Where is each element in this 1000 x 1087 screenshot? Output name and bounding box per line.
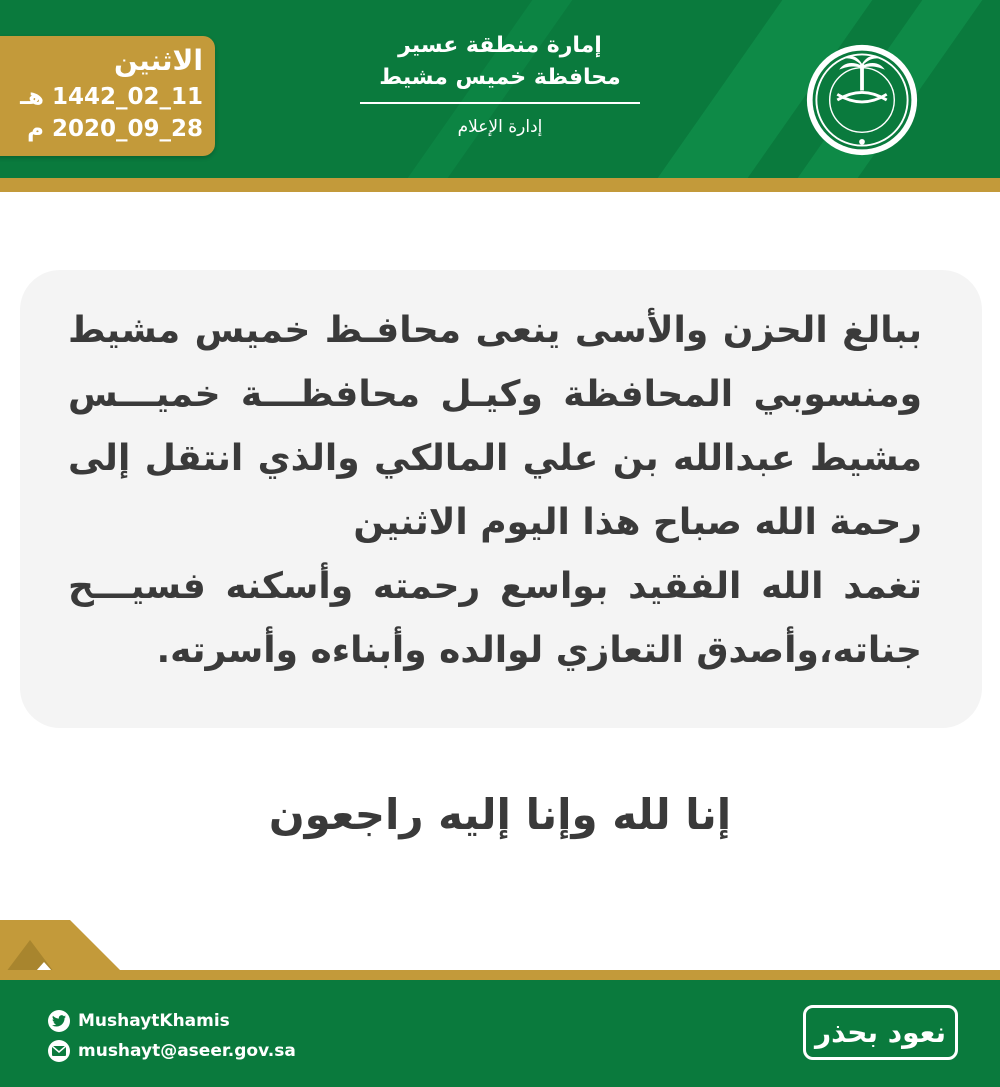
twitter-contact[interactable] (48, 1010, 230, 1032)
slogan-text: نعود بحذر (815, 1016, 946, 1049)
twitter-handle: MushaytKhamis (78, 1011, 230, 1031)
closing-verse: إنا لله وإنا إليه راجعون (268, 790, 732, 839)
email-address: mushayt@aseer.gov.sa (78, 1041, 296, 1061)
governorate-title: محافظة خميس مشيط (379, 65, 621, 90)
announcement-line: جناته،وأصدق التعازي لوالده وأبناءه وأسرته. (156, 630, 922, 671)
announcement-line: مشيط عبدالله بن علي المالكي والذي انتقل إلى (68, 438, 922, 479)
date-badge (0, 36, 215, 156)
twitter-icon (48, 1010, 70, 1032)
title-divider (360, 102, 640, 104)
date-gregorian: 28_09_2020 م (27, 116, 203, 142)
email-icon (48, 1040, 70, 1062)
slogan-logo (803, 1005, 958, 1060)
announcement-line: رحمة الله صباح هذا اليوم الاثنين (353, 502, 922, 543)
date-day: الاثنين (113, 44, 203, 77)
header-gold-bar (0, 178, 1000, 192)
announcement-line: تغمد الله الفقيد بواسع رحمته وأسكنه فسيـــح (68, 566, 922, 607)
announcement-line: ببالغ الحزن والأسى ينعى محافـظ خميس مشيط (68, 310, 922, 351)
email-contact[interactable] (48, 1040, 296, 1062)
date-hijri: 11_02_1442 هـ (20, 84, 203, 110)
announcement-line: ومنسوبي المحافظة وكيـل محافظـــة خميـــس (68, 374, 922, 415)
announcement-card (20, 270, 982, 728)
footer-gold-bar (0, 970, 1000, 980)
saudi-emblem-icon (793, 43, 937, 163)
region-title: إمارة منطقة عسير (398, 33, 602, 58)
department-title: إدارة الإعلام (457, 117, 543, 137)
header-titles (360, 30, 640, 138)
